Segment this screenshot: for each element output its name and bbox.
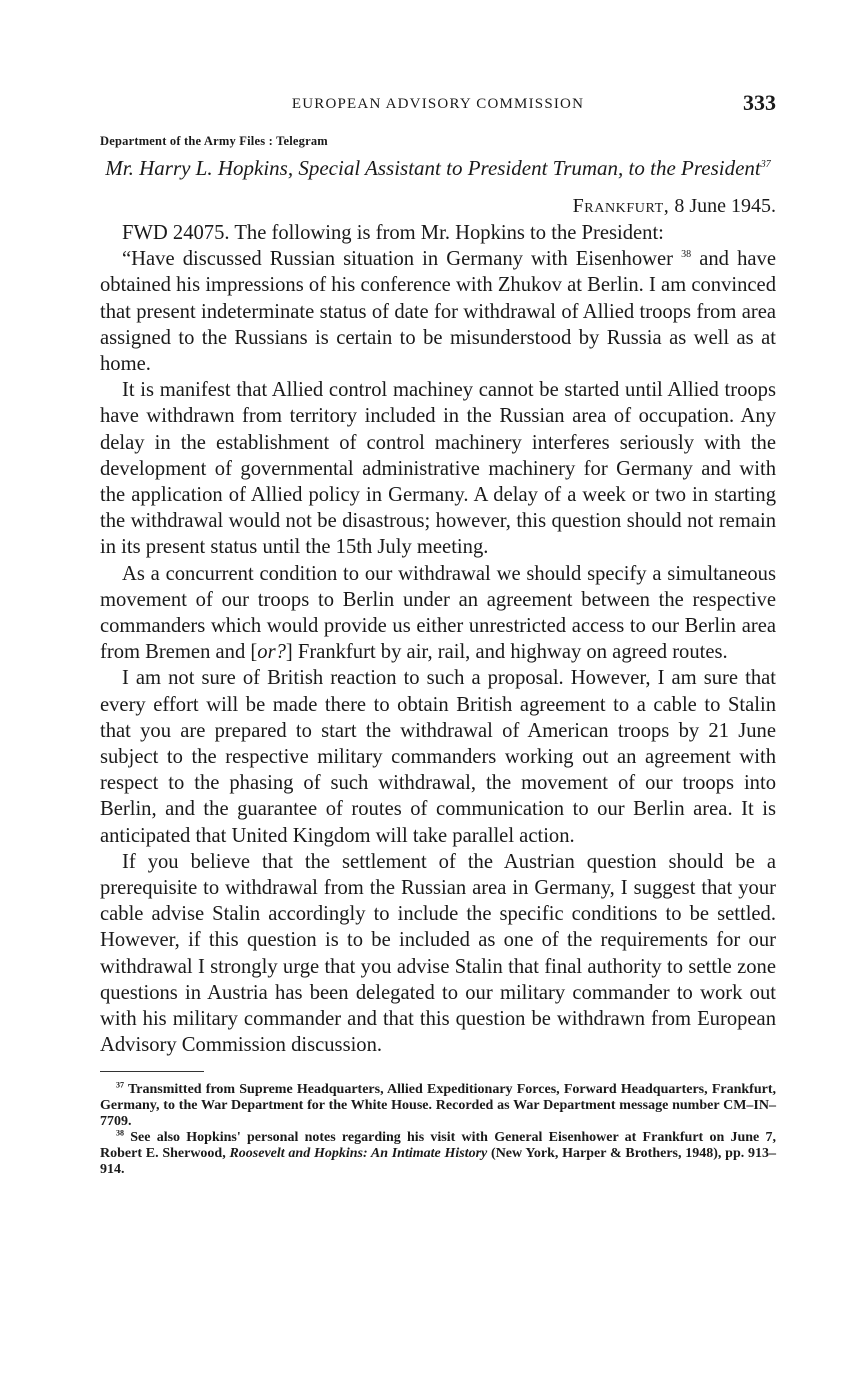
paragraph-4: [100, 561, 776, 666]
footnote-ref-38: 38: [681, 249, 692, 261]
telegram-body: [100, 220, 776, 1059]
document-source: Department of the Army Files : Telegram: [100, 134, 328, 148]
editorial-insert: or?: [257, 641, 286, 664]
paragraph-1: FWD 24075. The following is from Mr. Hopkins to the President:: [122, 222, 664, 244]
document-page: [100, 86, 776, 1178]
running-title: EUROPEAN ADVISORY COMMISSION: [291, 96, 585, 112]
paragraph-2-start: “Have discussed Russian situation in Germany with Eisenhower: [122, 248, 673, 271]
footnotes: [100, 1079, 777, 1178]
dateline-date: 8 June 1945.: [674, 195, 776, 217]
footnote-38-marker: 38: [116, 1127, 124, 1137]
footnote-37-text: Transmitted from Supreme Headquarters, Allied Expeditionary Forces, Forward Headquarters, Frankfurt, Germany, to the War Department for the White House. Recorded as War Department message number CM–IN–7709.: [100, 1081, 776, 1129]
footnote-38-text: See also Hopkins' personal notes regarding his visit with General Eisenhower at Frankfurt on June 7, Robert E. Sherwood,: [100, 1129, 777, 1161]
footnote-ref-37: 37: [760, 159, 771, 170]
running-head: [100, 86, 776, 122]
footnote-37: [100, 1079, 776, 1130]
page-number: 333: [743, 90, 776, 115]
footnote-38-book-title: Roosevelt and Hopkins: An Intimate History: [229, 1145, 488, 1161]
paragraph-2-end: and have obtained his impressions of his conference with Zhukov at Berlin. I am convinced that present indeterminate status of date for withdrawal of Allied troops from area assigned to the Russians is certain to be misunderstood by Russia as well as at home.: [100, 248, 776, 376]
footnote-38-end: (New York, Harper & Brothers, 1948), pp. 913–914.: [100, 1145, 776, 1177]
footnote-38: [100, 1127, 777, 1178]
footnote-divider: [100, 1071, 204, 1072]
paragraph-3: It is manifest that Allied control machiney cannot be started until Allied troops have withdrawn from territory included in the Russian area of occupation. Any delay in the establishment of control machinery interferes seriously with the development of governmental administrative machinery for Germany and with the application of Allied policy in Germany. A delay of a week or two in starting the withdrawal would not be disastrous; however, this question should not remain in its present status until the 15th July meeting.: [100, 379, 776, 559]
paragraph-4-start: As a concurrent condition to our withdrawal we should specify a simultaneous movement of our troops to Berlin under an agreement between the respective commanders which would provide us either unrestricted access to our Berlin area from Bremen and [: [100, 562, 776, 664]
dateline: [100, 195, 776, 218]
paragraph-2: [100, 246, 776, 377]
footnote-37-marker: 37: [116, 1079, 124, 1089]
dateline-place: Frankfurt,: [572, 195, 670, 217]
document-title: [100, 155, 776, 181]
paragraph-4-end: ] Frankfurt by air, rail, and highway on agreed routes.: [285, 641, 728, 664]
paragraph-6: If you believe that the settlement of the Austrian question should be a prerequisite to withdrawal from the Russian area in Germany, I suggest that your cable advise Stalin accordingly to include the specific conditions to be settled. However, if this question is to be included as one of the requirements for our withdrawal I strongly urge that you advise Stalin that final authority to settle zone questions in Austria has been delegated to our military commander to work out with his military commander and that this question be withdrawn from European Advisory Commission discussion.: [100, 850, 776, 1057]
document-title-text: Mr. Harry L. Hopkins, Special Assistant to President Truman, to the President: [105, 156, 761, 180]
paragraph-5: I am not sure of British reaction to such a proposal. However, I am sure that every effort will be made there to obtain British agreement to a cable to Stalin that you are prepared to start the withdrawal of American troops by 21 June subject to the respective military commanders working out an agreement with respect to the phasing of such withdrawal, the movement of our troops into Berlin, and the guarantee of routes of communication to our Berlin area. It is anticipated that United Kingdom will take parallel action.: [100, 667, 776, 847]
